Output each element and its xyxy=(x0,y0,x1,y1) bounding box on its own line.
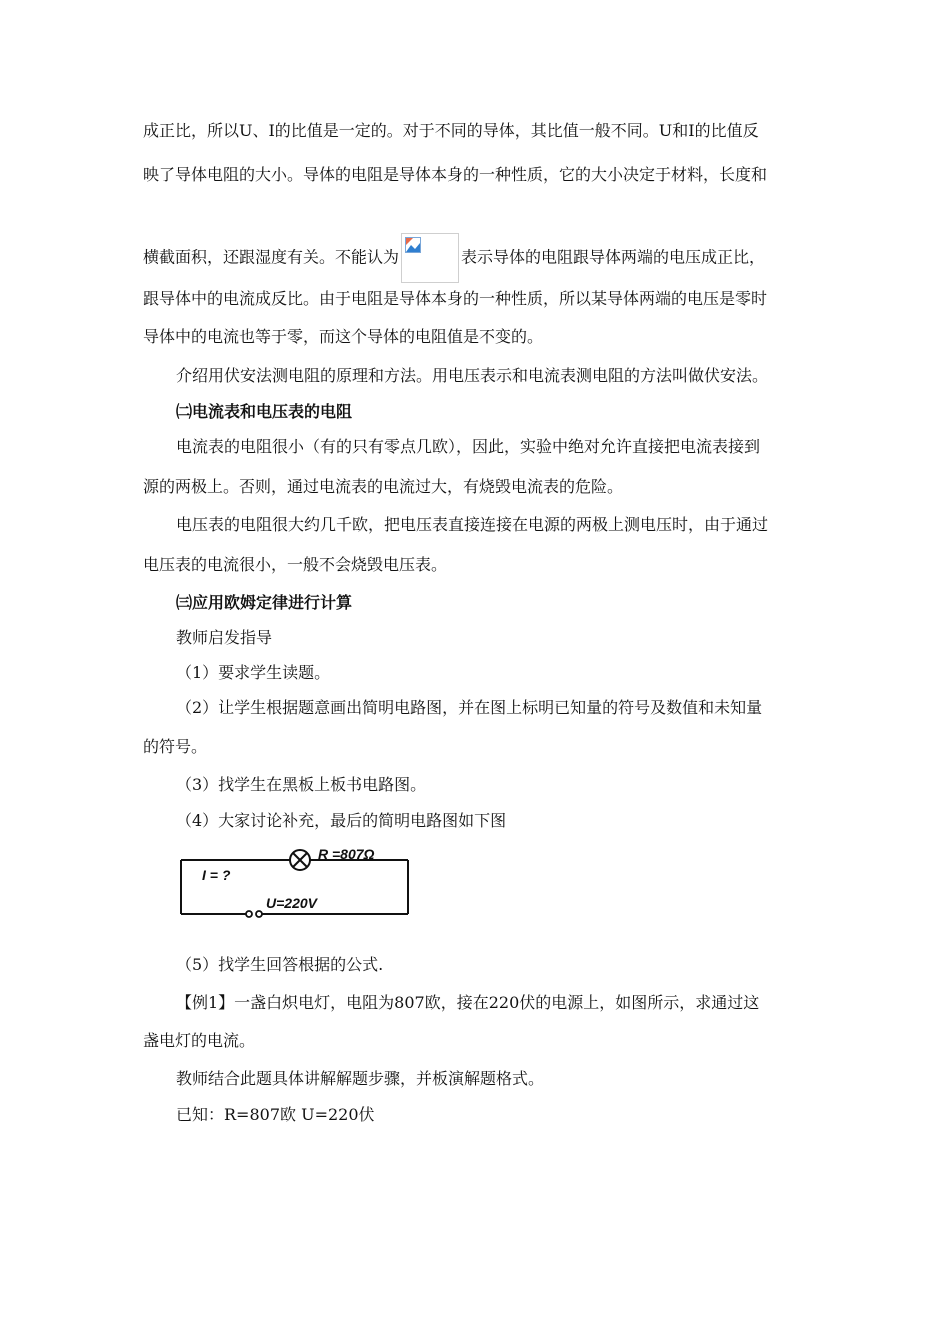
terminal-right xyxy=(256,911,262,917)
paragraph-line: 跟导体中的电流成反比。由于电阻是导体本身的一种性质，所以某导体两端的电压是零时 xyxy=(143,289,768,308)
paragraph-line: 导体中的电流也等于零，而这个导体的电阻值是不变的。 xyxy=(143,327,544,346)
paragraph-line: 电流表的电阻很小（有的只有零点几欧），因此，实验中绝对允许直接把电流表接到 xyxy=(176,437,761,456)
voltage-label: U=220V xyxy=(266,895,317,911)
current-label: I = ? xyxy=(202,867,231,883)
paragraph-line: 电压表的电阻很大约几千欧，把电压表直接连接在电源的两极上测电压时，由于通过 xyxy=(176,515,769,534)
list-item: （1）要求学生读题。 xyxy=(176,663,331,682)
list-item: （4）大家讨论补充，最后的简明电路图如下图 xyxy=(176,811,507,830)
lamp-symbol-icon xyxy=(290,850,310,870)
paragraph-line: 源的两极上。否则，通过电流表的电流过大，有烧毁电流表的危险。 xyxy=(143,477,624,496)
paragraph-line: 电压表的电流很小，一般不会烧毁电压表。 xyxy=(143,555,448,574)
list-item: （2）让学生根据题意画出简明电路图，并在图上标明已知量的符号及数值和未知量 xyxy=(176,698,763,717)
example-line: 盏电灯的电流。 xyxy=(143,1031,256,1050)
given-line: 已知：R=807欧 U=220伏 xyxy=(176,1105,375,1124)
example-line: 【例1】一盏白炽电灯，电阻为807欧，接在220伏的电源上，如图所示，求通过这 xyxy=(176,993,760,1012)
paragraph-text: 横截面积，还跟湿度有关。不能认为 xyxy=(143,247,400,267)
paragraph-line-with-image xyxy=(143,233,765,283)
terminal-left xyxy=(246,911,252,917)
paragraph-text: 表示导体的电阻跟导体两端的电压成正比， xyxy=(461,247,766,267)
paragraph-line: 成正比，所以U、I的比值是一定的。对于不同的导体，其比值一般不同。U和I的比值反 xyxy=(143,121,759,140)
resistance-label: R =807Ω xyxy=(318,846,375,862)
paragraph-line: 介绍用伏安法测电阻的原理和方法。用电压表示和电流表测电阻的方法叫做伏安法。 xyxy=(176,366,769,385)
section-heading: ㈢应用欧姆定律进行计算 xyxy=(176,593,353,612)
formula-image xyxy=(401,233,459,283)
list-item: （5）找学生回答根据的公式. xyxy=(176,955,384,974)
paragraph-line: 的符号。 xyxy=(143,737,208,756)
circuit-diagram xyxy=(176,846,412,920)
paragraph-line: 教师启发指导 xyxy=(176,628,273,647)
list-item: （3）找学生在黑板上板书电路图。 xyxy=(176,775,427,794)
broken-image-icon xyxy=(405,237,421,253)
paragraph-line: 教师结合此题具体讲解解题步骤，并板演解题格式。 xyxy=(176,1069,545,1088)
section-heading: ㈡电流表和电压表的电阻 xyxy=(176,402,353,421)
paragraph-line: 映了导体电阻的大小。导体的电阻是导体本身的一种性质，它的大小决定于材料，长度和 xyxy=(143,165,768,184)
